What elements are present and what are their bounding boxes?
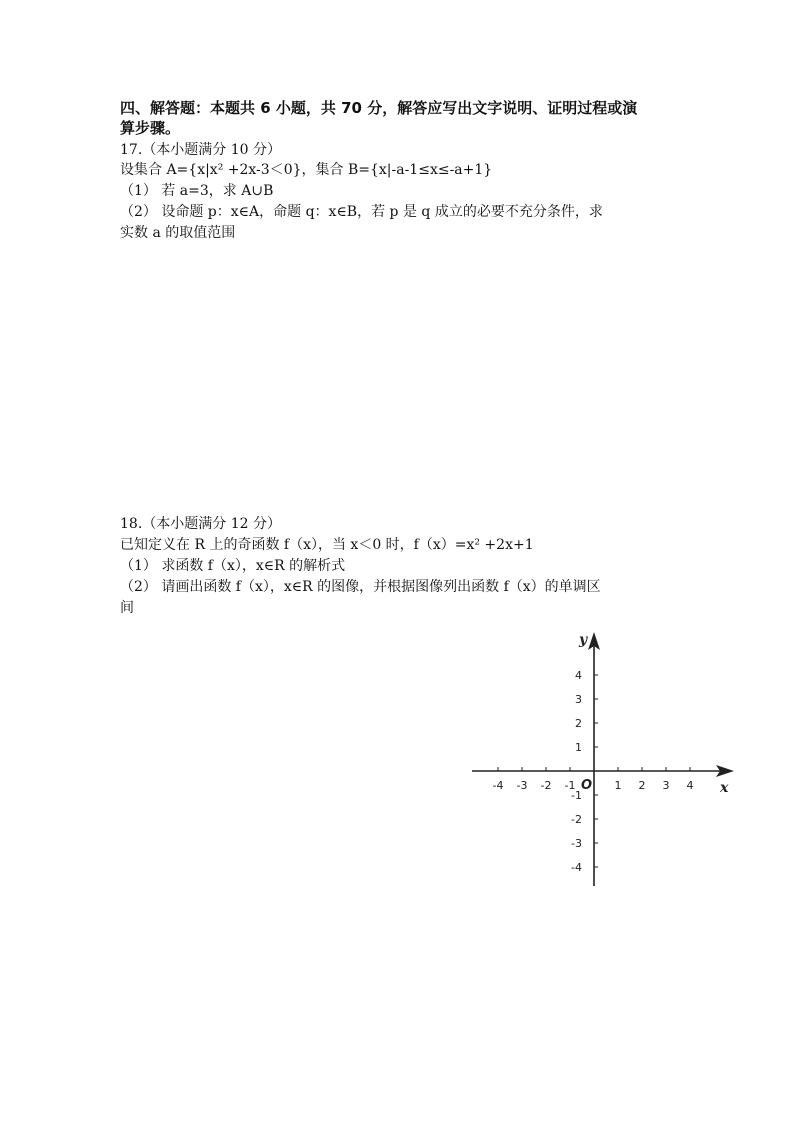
y-tick-label: 2 <box>575 717 582 730</box>
q17-title: 17.（本小题满分 10 分） <box>120 142 281 158</box>
y-axis-label: y <box>579 632 588 648</box>
x-tick-label: 3 <box>662 779 670 792</box>
q17-stem: 设集合 A={x|x² +2x-3＜0}，集合 B={x|-a-1≤x≤-a+1} <box>120 162 493 178</box>
x-tick-label: -1 <box>564 779 576 792</box>
section-heading-line2: 算步骤。 <box>120 119 181 137</box>
x-tick-label: -2 <box>540 779 552 792</box>
x-tick-label: -3 <box>516 779 528 792</box>
q17-part2-line1: （2） 设命题 p：x∈A，命题 q：x∈B，若 p 是 q 成立的必要不充分条件，求 <box>120 204 603 220</box>
y-tick-label: -4 <box>571 861 582 874</box>
q17-part2-line2: 实数 a 的取值范围 <box>120 225 236 241</box>
y-tick-label: 1 <box>575 741 582 754</box>
q18-part2-line2: 间 <box>120 600 134 616</box>
q18-part2-line1: （2） 请画出函数 f（x），x∈R 的图像，并根据图像列出函数 f（x）的单调区 <box>120 579 601 595</box>
x-tick-label: 4 <box>686 779 694 792</box>
coordinate-grid <box>470 628 740 890</box>
q18-part1: （1） 求函数 f（x），x∈R 的解析式 <box>120 558 346 574</box>
x-tick-label: 1 <box>614 779 622 792</box>
y-tick-label: 4 <box>575 669 582 682</box>
x-tick-label: -4 <box>492 779 504 792</box>
origin-label: O <box>581 778 593 793</box>
y-tick-label: -2 <box>571 813 582 826</box>
q18-stem: 已知定义在 R 上的奇函数 f（x），当 x＜0 时，f（x）=x² +2x+1 <box>120 537 534 553</box>
x-tick-label: 2 <box>638 779 646 792</box>
q17-part1: （1） 若 a=3，求 A∪B <box>120 183 274 199</box>
y-tick-label: -1 <box>571 789 582 802</box>
section-heading-line1: 四、解答题：本题共 6 小题，共 70 分，解答应写出文字说明、证明过程或演 <box>120 99 638 117</box>
y-tick-label: -3 <box>571 837 582 850</box>
y-tick-label: 3 <box>575 693 582 706</box>
q18-title: 18.（本小题满分 12 分） <box>120 516 281 532</box>
x-axis-label: x <box>720 780 729 796</box>
